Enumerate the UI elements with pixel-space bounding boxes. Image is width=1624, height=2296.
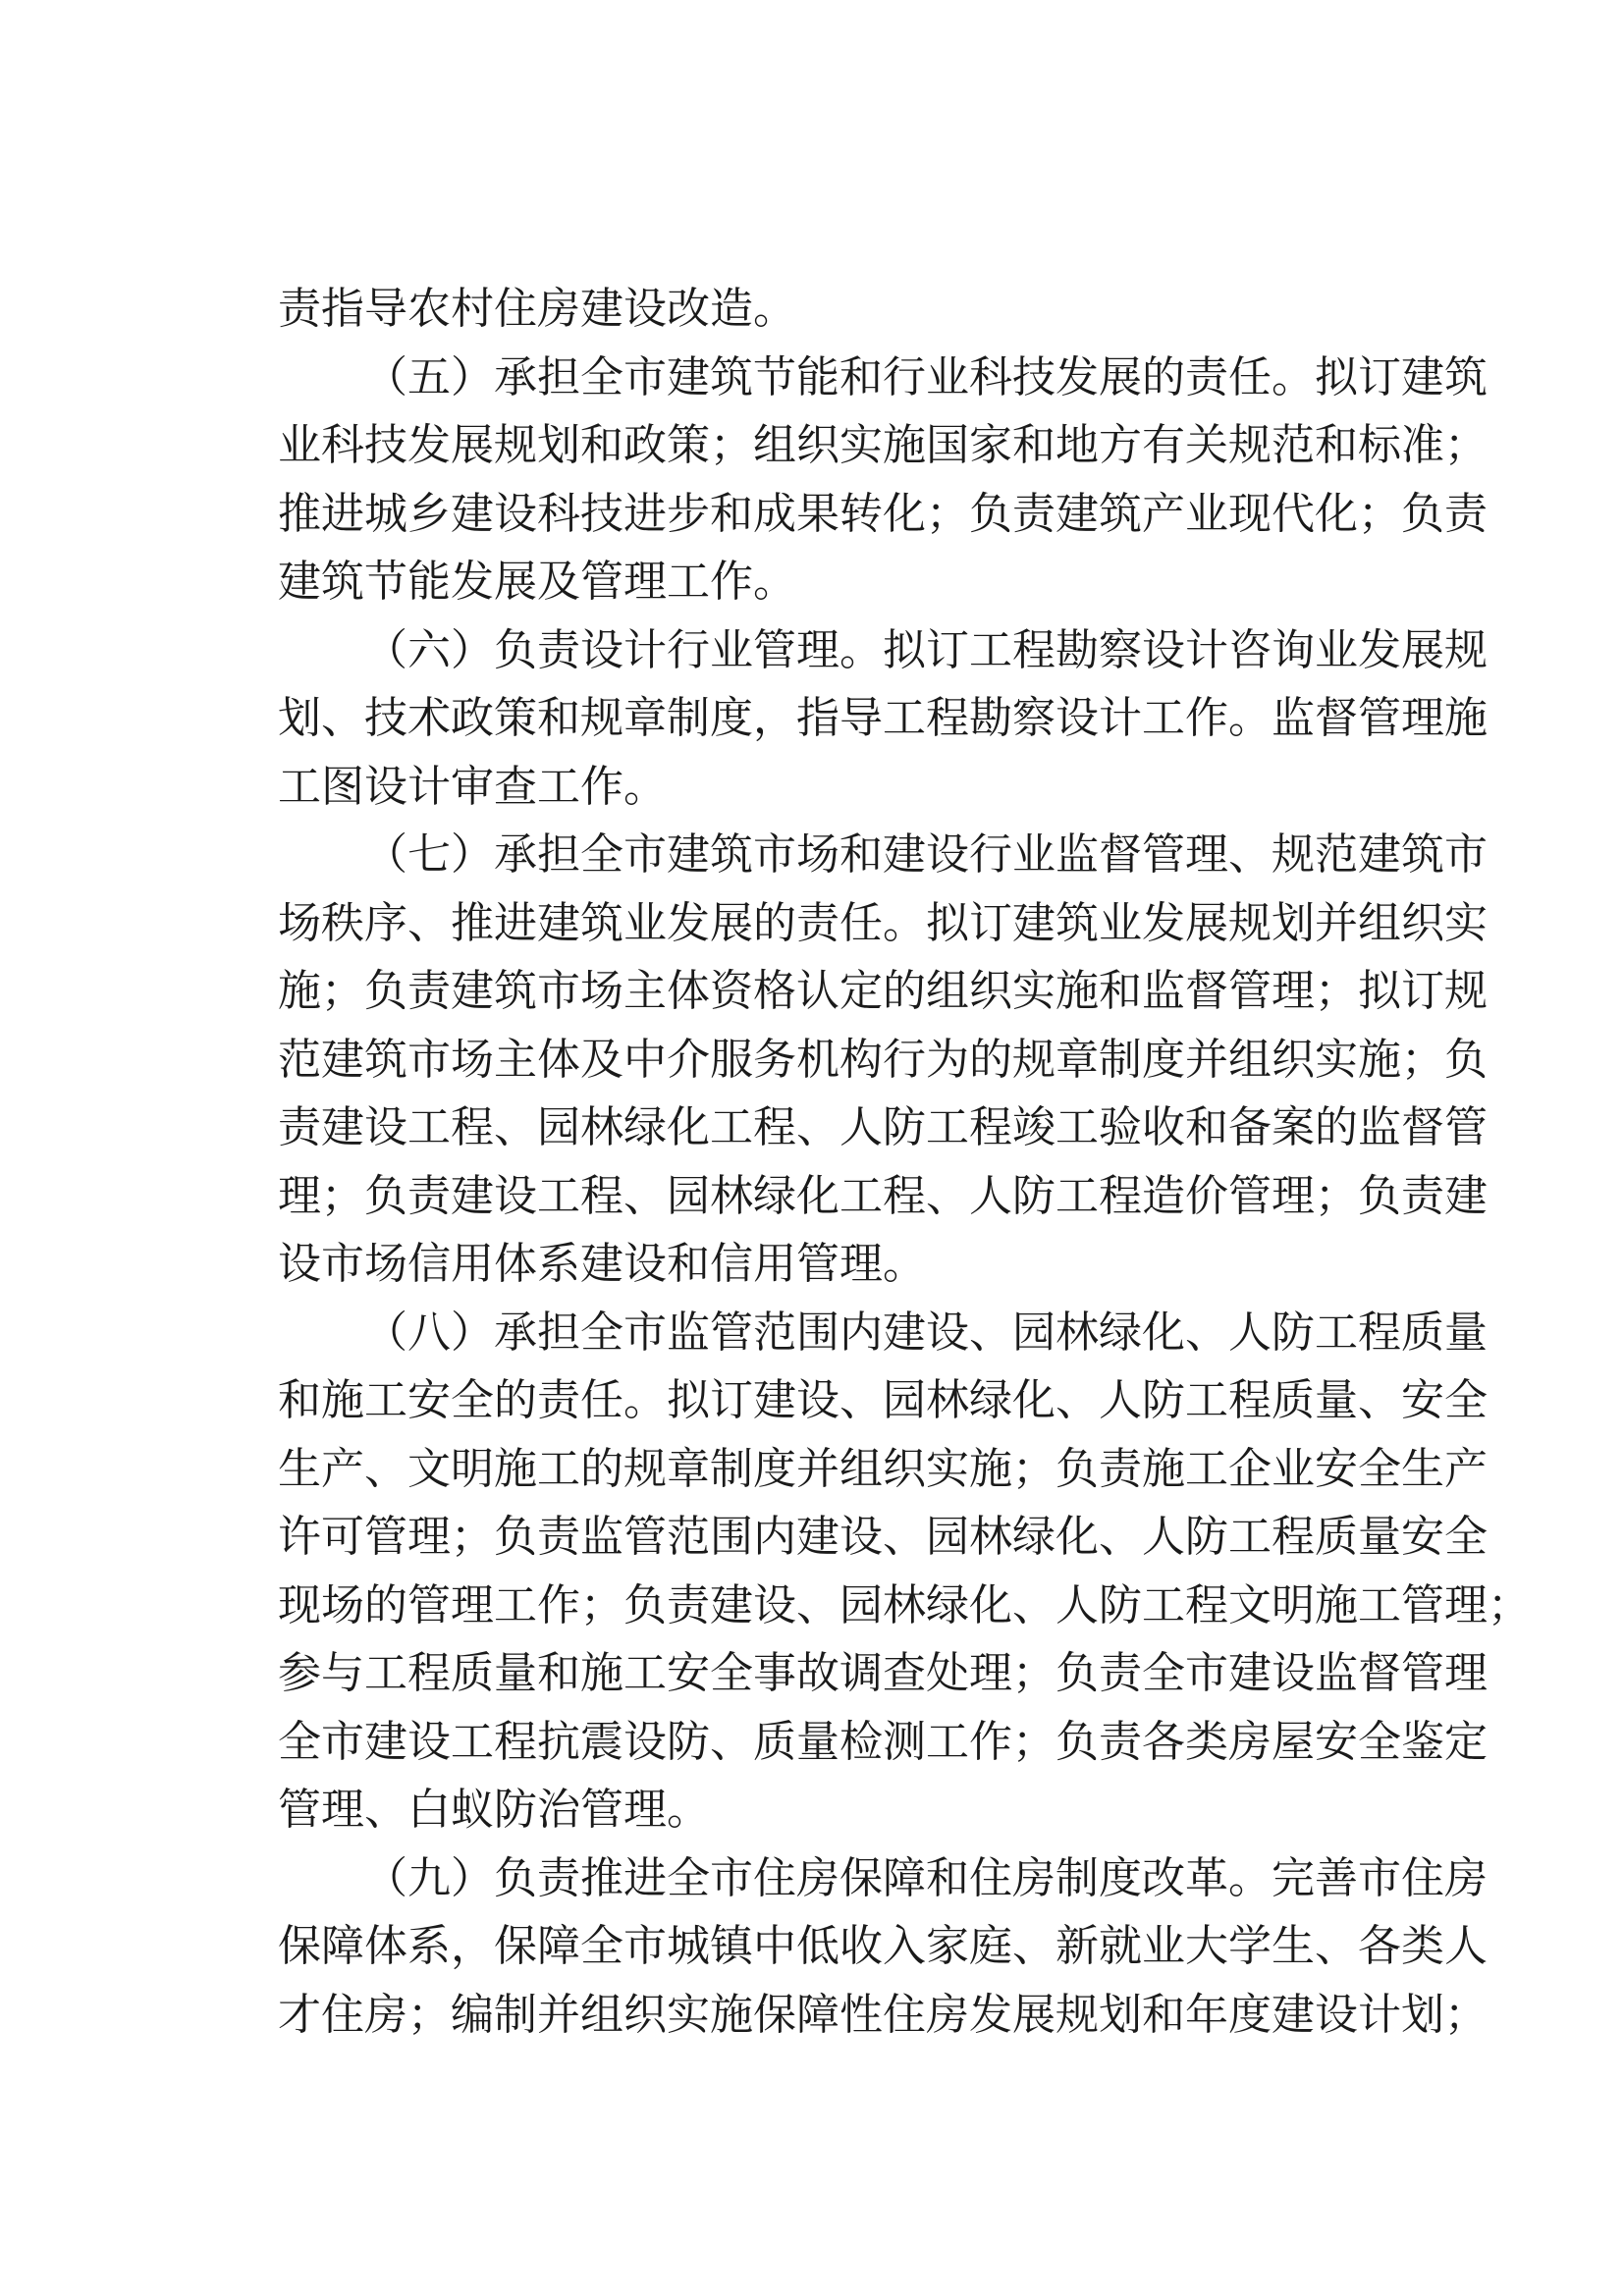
text-line: 许可管理；负责监管范围内建设、园林绿化、人防工程质量安全: [278, 1512, 1488, 1562]
text-line: 施；负责建筑市场主体资格认定的组织实施和监督管理；拟订规: [278, 966, 1488, 1016]
document-body: [278, 275, 1531, 2049]
text-line: 和施工安全的责任。拟订建设、园林绿化、人防工程质量、安全: [278, 1375, 1488, 1425]
paragraph-item-8: [278, 1299, 1531, 1844]
text-line: 设市场信用体系建设和信用管理。: [278, 1239, 926, 1289]
text-line: 责指导农村住房建设改造。: [278, 284, 796, 334]
text-line: 范建筑市场主体及中介服务机构行为的规章制度并组织实施；负: [278, 1034, 1488, 1085]
text-line: 生产、文明施工的规章制度并组织实施；负责施工企业安全生产: [278, 1443, 1488, 1494]
text-line: 场秩序、推进建筑业发展的责任。拟订建筑业发展规划并组织实: [278, 897, 1488, 948]
text-line: 建筑节能发展及管理工作。: [278, 557, 796, 607]
text-line: 参与工程质量和施工安全事故调查处理；负责全市建设监督管理: [278, 1648, 1488, 1698]
text-line: 保障体系，保障全市城镇中低收入家庭、新就业大学生、各类人: [278, 1921, 1488, 1971]
paragraph-item-6: [278, 616, 1488, 822]
text-line: （八）承担全市监管范围内建设、园林绿化、人防工程质量: [364, 1307, 1488, 1358]
text-line: 理；负责建设工程、园林绿化工程、人防工程造价管理；负责建: [278, 1170, 1488, 1221]
text-line: 工图设计审查工作。: [278, 761, 667, 812]
text-line: （五）承担全市建筑节能和行业科技发展的责任。拟订建筑: [364, 351, 1488, 402]
text-line: （九）负责推进全市住房保障和住房制度改革。完善市住房: [364, 1852, 1488, 1903]
text-line: 划、技术政策和规章制度，指导工程勘察设计工作。监督管理施: [278, 693, 1488, 743]
text-line: 现场的管理工作；负责建设、园林绿化、人防工程文明施工管理；: [278, 1579, 1531, 1630]
text-line: 业科技发展规划和政策；组织实施国家和地方有关规范和标准；: [278, 420, 1488, 470]
paragraph-item-9: [278, 1844, 1488, 2050]
paragraph-item-7: [278, 821, 1488, 1299]
paragraph-continuation: [278, 275, 1436, 344]
text-line: 推进城乡建设科技进步和成果转化；负责建筑产业现代化；负责: [278, 488, 1488, 539]
text-line: （六）负责设计行业管理。拟订工程勘察设计咨询业发展规: [364, 624, 1488, 675]
paragraph-item-5: [278, 344, 1488, 616]
text-line: 责建设工程、园林绿化工程、人防工程竣工验收和备案的监督管: [278, 1102, 1488, 1152]
text-line: （七）承担全市建筑市场和建设行业监督管理、规范建筑市: [364, 829, 1488, 880]
text-line: 全市建设工程抗震设防、质量检测工作；负责各类房屋安全鉴定: [278, 1716, 1488, 1767]
text-line: 管理、白蚁防治管理。: [278, 1785, 710, 1835]
text-line: 才住房；编制并组织实施保障性住房发展规划和年度建设计划；: [278, 1989, 1488, 2040]
